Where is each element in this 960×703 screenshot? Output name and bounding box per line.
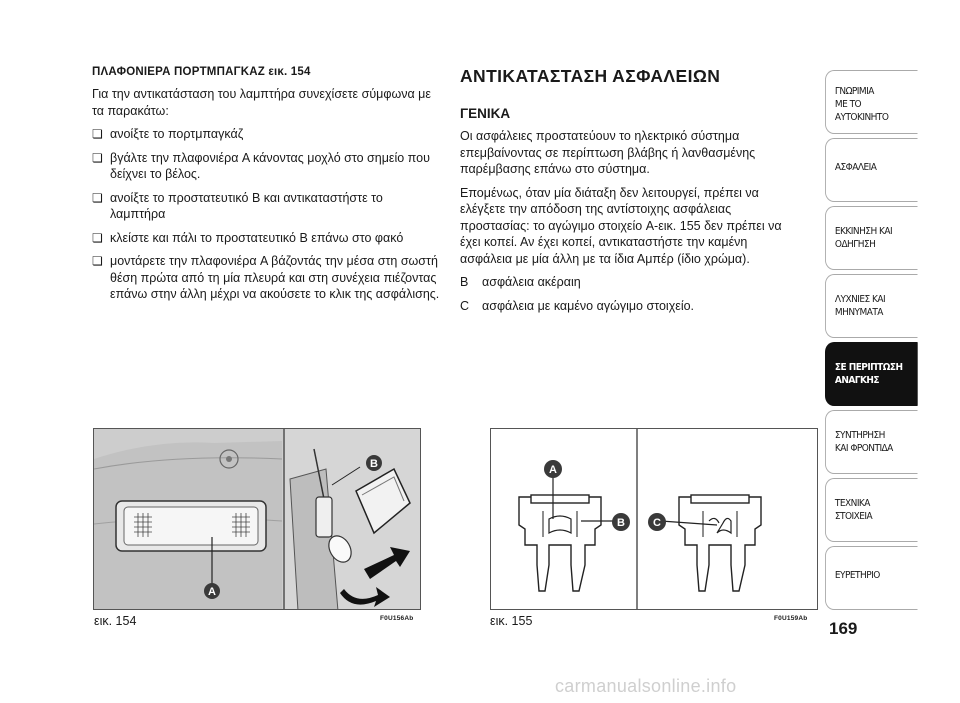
callout-a: A	[549, 464, 557, 476]
checkbox-bullet-icon	[92, 150, 110, 183]
figure-154-label: εικ. 154	[94, 614, 137, 628]
tab-label: ΓΝΩΡΙΜΙΑ	[834, 86, 874, 97]
step-item	[92, 253, 440, 303]
tab-index[interactable]	[825, 546, 918, 610]
figure-154-rear-light	[93, 428, 421, 610]
intro-text: Για την αντικατάσταση του λαμπτήρα συνεχίσετε σύμφωνα με τα παρακάτω:	[92, 87, 431, 118]
callout-b: B	[370, 458, 378, 470]
definition-text: ασφάλεια με καμένο αγώγιμο στοιχείο.	[482, 298, 695, 313]
tab-label: ΑΥΤΟΚΙΝΗΤΟ	[834, 112, 889, 123]
tab-getting-to-know[interactable]	[825, 70, 918, 134]
tab-maintenance[interactable]	[825, 410, 918, 474]
tab-label: ΤΕΧΝΙΚΑ	[834, 498, 870, 509]
tab-technical-data[interactable]	[825, 478, 918, 542]
figure-155-label: εικ. 155	[490, 614, 533, 628]
chapter-tabs	[825, 70, 918, 614]
tab-label: ΣΕ ΠΕΡΙΠΤΩΣΗ	[834, 362, 903, 373]
subsection-title: ΓΕΝΙΚΑ	[460, 106, 511, 121]
definition-text: ασφάλεια ακέραιη	[482, 275, 581, 289]
tab-label: ΚΑΙ ΦΡΟΝΤΙΔΑ	[834, 443, 893, 454]
watermark: carmanualsonline.info	[555, 676, 737, 696]
step-text: ανοίξτε το προστατευτικό B και αντικαταστήστε το λαμπτήρα	[110, 190, 383, 221]
fuse-paragraph-2: Επομένως, όταν μία διάταξη δεν λειτουργεί, πρέπει να ελέγξετε την απόδοση της αντίστοιχης ασφάλειας προστασίας: το αγώγιμο στοιχείο A-εικ. 155 δεν πρέπει να έχει κοπεί. Αν έχει κοπεί, αντικαταστήστε την καμένη ασφάλεια με μία άλλη με τα ίδια Αμπέρ (ίδιο χρώμα).	[460, 185, 782, 266]
page-title: ΑΝΤΙΚΑΤΑΣΤΑΣΗ ΑΣΦΑΛΕΙΩΝ	[460, 66, 721, 86]
checkbox-bullet-icon	[92, 230, 110, 247]
rear-light-illustration	[94, 429, 421, 610]
figure-154-code: F0U156Ab	[380, 615, 414, 622]
tab-label: ΜΕ ΤΟ	[834, 99, 862, 110]
tab-label: ΣΤΟΙΧΕΙΑ	[834, 511, 873, 522]
callout-a: A	[208, 586, 216, 598]
step-item	[92, 230, 440, 247]
checkbox-bullet-icon	[92, 126, 110, 143]
step-item	[92, 126, 440, 143]
tab-emergency[interactable]	[825, 342, 918, 406]
page-number: 169	[829, 619, 858, 638]
tab-label: ΜΗΝΥΜΑΤΑ	[834, 307, 883, 318]
section-heading-rear-light: ΠΛΑΦΟΝΙΕΡΑ ΠΟΡΤΜΠΑΓΚΑΖ εικ. 154	[92, 66, 311, 78]
checkbox-bullet-icon	[92, 190, 110, 223]
tab-label: ΑΣΦΑΛΕΙΑ	[834, 162, 877, 173]
tab-label: ΟΔΗΓΗΣΗ	[834, 239, 876, 250]
definition-b	[460, 274, 800, 291]
tab-safety[interactable]	[825, 138, 918, 202]
tab-label: ΑΝΑΓΚΗΣ	[834, 375, 879, 386]
tab-label: ΣΥΝΤΗΡΗΣΗ	[834, 430, 885, 441]
definition-c	[460, 298, 800, 315]
tab-lights-messages[interactable]	[825, 274, 918, 338]
figure-155-code: F0U159Ab	[774, 615, 808, 622]
step-text: κλείστε και πάλι το προστατευτικό B επάνω στο φακό	[110, 230, 404, 245]
callout-b: B	[617, 517, 625, 529]
tab-label: ΛΥΧΝΙΕΣ ΚΑΙ	[834, 294, 886, 305]
figure-155-fuses	[490, 428, 818, 610]
tab-starting-driving[interactable]	[825, 206, 918, 270]
step-item	[92, 150, 440, 183]
step-text: μοντάρετε την πλαφονιέρα A βάζοντάς την μέσα στη σωστή θέση πρώτα από τη μία πλευρά και στη συνέχεια πιέζοντας επάνω στην άλλη μέχρι να ακούσετε το κλικ της ασφάλισης.	[110, 254, 440, 301]
tab-label: ΕΚΚΙΝΗΣΗ ΚΑΙ	[834, 226, 893, 237]
main-column	[460, 66, 800, 321]
fuse-illustration	[491, 429, 818, 610]
tab-label: ΕΥΡΕΤΗΡΙΟ	[834, 570, 880, 581]
fuse-paragraph-1: Οι ασφάλειες προστατεύουν το ηλεκτρικό σύστημα επεμβαίνοντας σε περίπτωση βλάβης ή λανθασμένης παρέμβασης επάνω στο σύστημα.	[460, 129, 756, 176]
definition-key: C	[460, 298, 470, 313]
step-text: βγάλτε την πλαφονιέρα A κάνοντας μοχλό στο σημείο που δείχνει το βέλος.	[110, 150, 430, 181]
callout-c: C	[653, 517, 661, 529]
step-item	[92, 190, 440, 223]
checkbox-bullet-icon	[92, 253, 110, 303]
left-column	[92, 66, 440, 310]
definition-key: B	[460, 275, 469, 289]
step-text: ανοίξτε το πορτμπαγκάζ	[110, 127, 244, 141]
